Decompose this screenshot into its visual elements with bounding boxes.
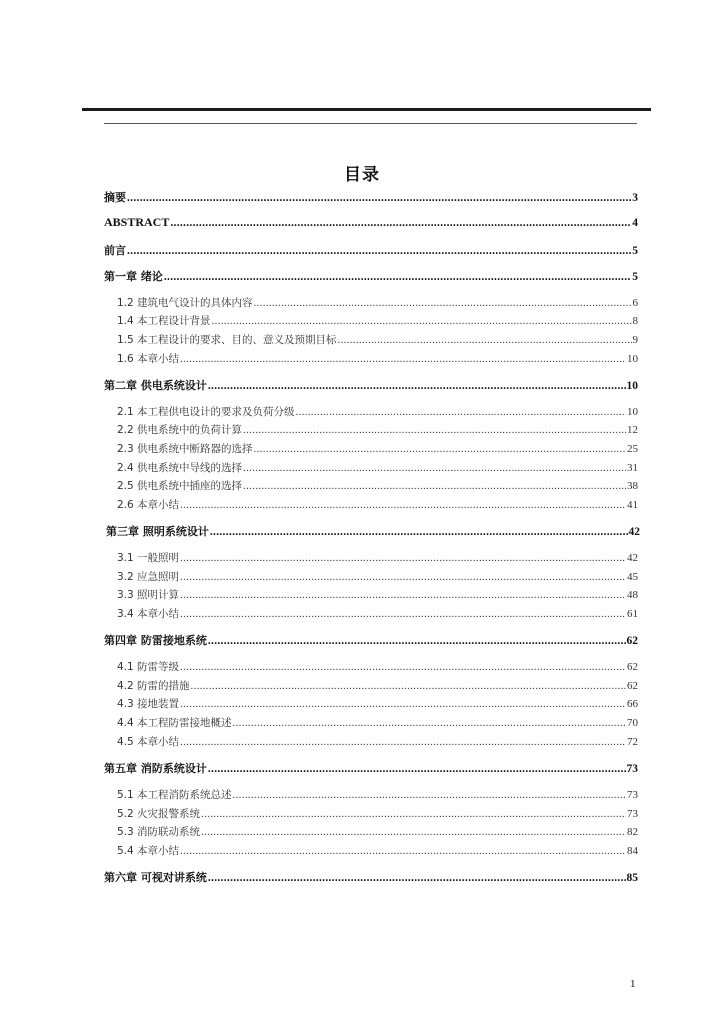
toc-leader-dots bbox=[127, 245, 631, 257]
toc-entry-page: 42 bbox=[628, 526, 640, 538]
toc-entry-label: 第四章 防雷接地系统 bbox=[104, 634, 207, 647]
toc-leader-dots bbox=[201, 808, 626, 820]
toc-entry-page: 66 bbox=[627, 698, 638, 710]
toc-chapter-entry[interactable] bbox=[104, 242, 638, 258]
toc-entry-label: 2.4 供电系统中导线的选择 bbox=[117, 462, 243, 474]
toc-chapter-entry[interactable] bbox=[104, 760, 638, 776]
header-rule-thick bbox=[82, 108, 651, 111]
toc-section-entry[interactable] bbox=[117, 313, 638, 328]
toc-leader-dots bbox=[180, 736, 626, 748]
toc-entry-page: 25 bbox=[627, 443, 638, 455]
toc-entry-label: 2.3 供电系统中断路器的选择 bbox=[117, 443, 253, 455]
toc-leader-dots bbox=[180, 589, 626, 601]
toc-leader-dots bbox=[208, 380, 626, 392]
toc-leader-dots bbox=[233, 717, 626, 729]
toc-section-entry[interactable] bbox=[117, 460, 638, 475]
toc-leader-dots bbox=[180, 845, 626, 857]
toc-entry-label: 第五章 消防系统设计 bbox=[104, 762, 207, 775]
toc-entry-page: 84 bbox=[627, 845, 638, 857]
toc-leader-dots bbox=[233, 789, 626, 801]
toc-section-entry[interactable] bbox=[117, 295, 638, 310]
toc-entry-label: 1.2 建筑电气设计的具体内容 bbox=[117, 297, 253, 309]
toc-entry-label: 5.1 本工程消防系统总述 bbox=[117, 789, 232, 801]
toc-entry-page: 9 bbox=[632, 334, 638, 346]
toc-leader-dots bbox=[180, 353, 626, 365]
toc-entry-label: 4.2 防雷的措施 bbox=[117, 680, 190, 692]
toc-entry-label: 5.2 火灾报警系统 bbox=[117, 808, 201, 820]
toc-section-entry[interactable] bbox=[117, 606, 638, 621]
toc-leader-dots bbox=[180, 698, 626, 710]
toc-entry-page: 4 bbox=[632, 217, 638, 229]
toc-entry-label: 3.3 照明计算 bbox=[117, 589, 180, 601]
toc-entry-page: 70 bbox=[627, 717, 638, 729]
toc-section-entry[interactable] bbox=[117, 351, 638, 366]
toc-entry-page: 38 bbox=[627, 480, 638, 492]
toc-chapter-entry[interactable] bbox=[106, 523, 640, 539]
toc-section-entry[interactable] bbox=[117, 404, 638, 419]
toc-entry-page: 3 bbox=[632, 192, 638, 204]
toc-chapter-entry[interactable] bbox=[104, 632, 638, 648]
toc-entry-page: 6 bbox=[632, 297, 638, 309]
toc-entry-label: 2.1 本工程供电设计的要求及负荷分级 bbox=[117, 406, 295, 418]
toc-entry-label: 4.1 防雷等级 bbox=[117, 661, 180, 673]
toc-entry-page: 5 bbox=[632, 245, 638, 257]
toc-leader-dots bbox=[208, 763, 626, 775]
toc-entry-page: 73 bbox=[627, 808, 638, 820]
toc-entry-page: 5 bbox=[632, 271, 638, 283]
toc-leader-dots bbox=[208, 872, 626, 884]
toc-section-entry[interactable] bbox=[117, 659, 638, 674]
toc-entry-page: 10 bbox=[627, 353, 638, 365]
toc-leader-dots bbox=[201, 826, 626, 838]
toc-section-entry[interactable] bbox=[117, 497, 638, 512]
toc-chapter-entry[interactable] bbox=[104, 377, 638, 393]
toc-entry-label: ABSTRACT bbox=[104, 215, 170, 229]
toc-entry-page: 73 bbox=[627, 789, 638, 801]
toc-leader-dots bbox=[243, 480, 626, 492]
toc-entry-page: 41 bbox=[627, 499, 638, 511]
toc-entry-label: 3.2 应急照明 bbox=[117, 571, 180, 583]
toc-entry-page: 62 bbox=[626, 635, 638, 647]
toc-section-entry[interactable] bbox=[117, 569, 638, 584]
toc-entry-label: 摘要 bbox=[104, 191, 126, 204]
page-number: 1 bbox=[630, 978, 636, 990]
toc-leader-dots bbox=[180, 571, 626, 583]
toc-entry-label: 2.2 供电系统中的负荷计算 bbox=[117, 424, 243, 436]
toc-leader-dots bbox=[243, 424, 626, 436]
toc-leader-dots bbox=[338, 334, 632, 346]
toc-leader-dots bbox=[208, 635, 626, 647]
toc-entry-page: 48 bbox=[627, 589, 638, 601]
toc-entry-label: 4.4 本工程防雷接地概述 bbox=[117, 717, 232, 729]
toc-entry-label: 第二章 供电系统设计 bbox=[104, 379, 207, 392]
toc-title: 目录 bbox=[344, 165, 380, 185]
toc-entry-label: 第三章 照明系统设计 bbox=[106, 525, 209, 538]
toc-section-entry[interactable] bbox=[117, 787, 638, 802]
toc-leader-dots bbox=[180, 499, 626, 511]
toc-entry-page: 31 bbox=[627, 462, 638, 474]
toc-entry-label: 1.6 本章小结 bbox=[117, 353, 180, 365]
toc-leader-dots bbox=[170, 217, 631, 229]
toc-leader-dots bbox=[191, 680, 626, 692]
toc-section-entry[interactable] bbox=[117, 422, 638, 437]
toc-entry-page: 61 bbox=[627, 608, 638, 620]
toc-entry-label: 2.5 供电系统中插座的选择 bbox=[117, 480, 243, 492]
toc-section-entry[interactable] bbox=[117, 478, 638, 493]
toc-entry-page: 72 bbox=[627, 736, 638, 748]
toc-entry-page: 85 bbox=[626, 872, 638, 884]
toc-chapter-entry[interactable] bbox=[104, 215, 638, 230]
toc-chapter-entry[interactable] bbox=[104, 869, 638, 885]
toc-leader-dots bbox=[296, 406, 626, 418]
toc-entry-label: 2.6 本章小结 bbox=[117, 499, 180, 511]
toc-leader-dots bbox=[127, 192, 631, 204]
toc-chapter-entry[interactable] bbox=[104, 268, 638, 284]
toc-leader-dots bbox=[164, 271, 631, 283]
toc-entry-page: 73 bbox=[626, 763, 638, 775]
toc-section-entry[interactable] bbox=[117, 734, 638, 749]
toc-entry-label: 第六章 可视对讲系统 bbox=[104, 871, 207, 884]
toc-leader-dots bbox=[180, 552, 626, 564]
toc-entry-label: 4.5 本章小结 bbox=[117, 736, 180, 748]
toc-entry-label: 5.4 本章小结 bbox=[117, 845, 180, 857]
toc-entry-label: 1.5 本工程设计的要求、目的、意义及预期目标 bbox=[117, 334, 337, 346]
toc-entry-page: 82 bbox=[627, 826, 638, 838]
toc-entry-label: 1.4 本工程设计背景 bbox=[117, 315, 211, 327]
toc-entry-label: 4.3 接地装置 bbox=[117, 698, 180, 710]
toc-entry-label: 3.4 本章小结 bbox=[117, 608, 180, 620]
toc-leader-dots bbox=[243, 462, 626, 474]
toc-section-entry[interactable] bbox=[117, 441, 638, 456]
toc-entry-page: 42 bbox=[627, 552, 638, 564]
toc-entry-label: 前言 bbox=[104, 244, 126, 257]
toc-section-entry[interactable] bbox=[117, 678, 638, 693]
toc-chapter-entry[interactable] bbox=[104, 189, 638, 205]
toc-leader-dots bbox=[180, 661, 626, 673]
header-rule-thin bbox=[104, 123, 637, 124]
toc-entry-label: 3.1 一般照明 bbox=[117, 552, 180, 564]
toc-entry-page: 12 bbox=[627, 424, 638, 436]
toc-section-entry[interactable] bbox=[117, 843, 638, 858]
toc-entry-page: 62 bbox=[627, 661, 638, 673]
toc-entry-page: 45 bbox=[627, 571, 638, 583]
toc-section-entry[interactable] bbox=[117, 550, 638, 565]
toc-section-entry[interactable] bbox=[117, 696, 638, 711]
toc-section-entry[interactable] bbox=[117, 715, 638, 730]
toc-section-entry[interactable] bbox=[117, 824, 638, 839]
toc-leader-dots bbox=[254, 443, 626, 455]
toc-entry-label: 第一章 绪论 bbox=[104, 270, 163, 283]
toc-entry-page: 62 bbox=[627, 680, 638, 692]
toc-leader-dots bbox=[180, 608, 626, 620]
toc-leader-dots bbox=[254, 297, 632, 309]
toc-entry-page: 10 bbox=[626, 380, 638, 392]
toc-section-entry[interactable] bbox=[117, 587, 638, 602]
toc-entry-page: 10 bbox=[627, 406, 638, 418]
toc-leader-dots bbox=[210, 526, 628, 538]
toc-section-entry[interactable] bbox=[117, 332, 638, 347]
toc-entry-label: 5.3 消防联动系统 bbox=[117, 826, 201, 838]
toc-entry-page: 8 bbox=[632, 315, 638, 327]
toc-section-entry[interactable] bbox=[117, 806, 638, 821]
toc-leader-dots bbox=[212, 315, 632, 327]
